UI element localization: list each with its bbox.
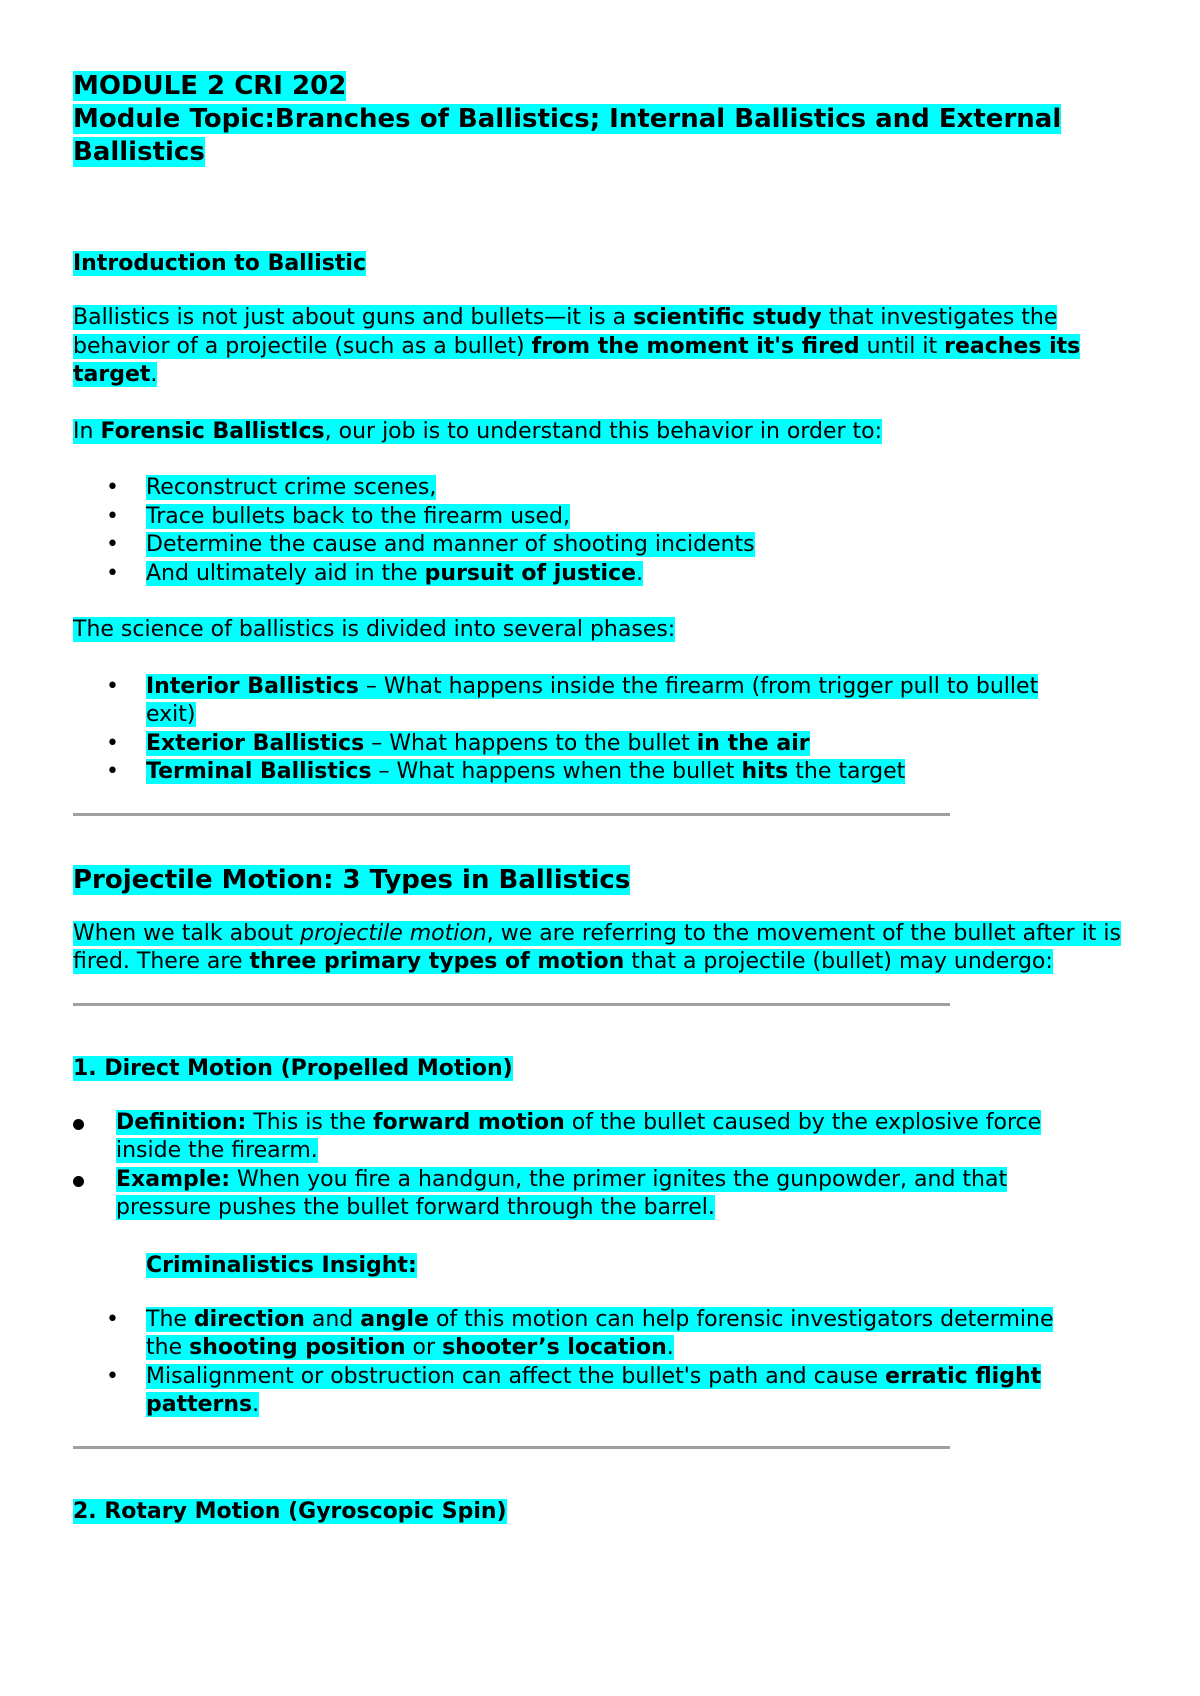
projectile-paragraph: When we talk about projectile motion, we are referring to the movement of the bullet after it is fired. There are three primary types of motion that a projectile (bullet) may undergo: xyxy=(73,920,1122,974)
list-item-example: Example: When you fire a handgun, the primer ignites the gunpowder, and that pressure pushes the bullet forward through the barrel. xyxy=(73,1166,1103,1223)
list-item: • Determine the cause and manner of shooting incidents xyxy=(106,532,755,557)
insight-list xyxy=(73,1306,1063,1420)
module-topic: Module Topic:Branches of Ballistics; Internal Ballistics and External xyxy=(73,104,1062,134)
intro-heading: Introduction to Ballistic xyxy=(73,251,366,276)
list-item: • And ultimately aid in the pursuit of justice. xyxy=(106,560,644,586)
purpose-list xyxy=(73,474,1133,588)
phases-intro: The science of ballistics is divided into several phases: xyxy=(73,617,676,642)
forensic-paragraph: In Forensic BallistIcs, our job is to understand this behavior in order to: xyxy=(73,418,883,444)
direct-motion-list xyxy=(73,1109,1103,1223)
phases-list xyxy=(73,673,1073,787)
list-item-exterior: • Exterior Ballistics – What happens to the bullet in the air xyxy=(106,730,810,756)
document-page xyxy=(73,70,1133,1526)
list-item: • Reconstruct crime scenes, xyxy=(106,475,437,500)
list-item-terminal: • Terminal Ballistics – What happens when the bullet hits the target xyxy=(106,759,906,784)
list-item: • Trace bullets back to the firearm used, xyxy=(106,503,570,529)
list-item: • Misalignment or obstruction can affect the bullet's path and cause erratic flight patterns. xyxy=(106,1363,1042,1417)
list-item: • The direction and angle of this motion can help forensic investigators determine the shooting position or shooter’s location. xyxy=(106,1306,1054,1360)
insight-heading: Criminalistics Insight: xyxy=(146,1252,417,1278)
list-item-interior: • Interior Ballistics – What happens inside the firearm (from trigger pull to bullet exit) xyxy=(106,673,1039,727)
module-code: MODULE 2 CRI 202 xyxy=(73,71,347,101)
module-topic-cont: Ballistics xyxy=(73,137,205,167)
module-header xyxy=(73,70,1118,169)
rotary-motion-heading: 2. Rotary Motion (Gyroscopic Spin) xyxy=(73,1498,507,1524)
intro-paragraph: Ballistics is not just about guns and bullets—it is a scientific study that investigates the behavior of a projectile (such as a bullet) from the moment it's fired until it reaches its target. xyxy=(73,305,1081,387)
list-item-definition: Definition: This is the forward motion of the bullet caused by the explosive force inside the firearm. xyxy=(73,1109,1103,1166)
projectile-heading: Projectile Motion: 3 Types in Ballistics xyxy=(73,864,631,895)
direct-motion-heading: 1. Direct Motion (Propelled Motion) xyxy=(73,1055,513,1081)
